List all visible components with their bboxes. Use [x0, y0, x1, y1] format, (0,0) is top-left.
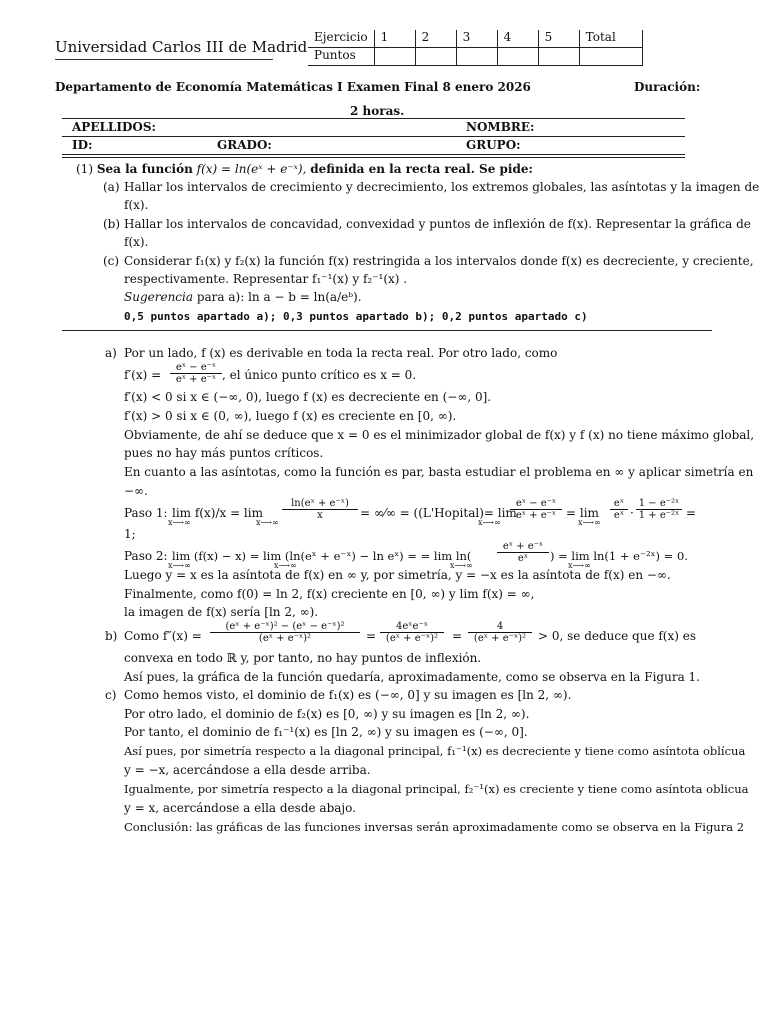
question-function: f(x) = ln(eˣ + e⁻ˣ), [196, 162, 307, 176]
fraction-num: 4 [468, 621, 532, 633]
sol-b-line: = [452, 629, 463, 643]
part-c-text: Considerar f₁(x) y f₂(x) la función f(x) restringida a los intervalos donde f(x) es decreciente, y creciente, [124, 254, 754, 268]
sol-a-line: , el único punto crítico es x = 0. [222, 368, 417, 382]
sol-b-line: > 0, se deduce que f(x) es [538, 629, 697, 643]
fraction-den: (eˣ + e⁻ˣ)² [258, 633, 312, 644]
part-c-label: (c) [103, 254, 120, 268]
paso1-text: · [630, 506, 634, 520]
paso1-text: = lim [566, 506, 599, 520]
score-cell-total [579, 48, 642, 66]
sol-a-line: pues no hay más puntos críticos. [124, 446, 324, 460]
fraction-den: (eˣ + e⁻ˣ)² [385, 633, 439, 644]
lim-subscript: x⟶∞ [168, 518, 191, 527]
sol-a-line: Obviamente, de ahí se deduce que x = 0 es el minimizador global de f(x) y f (x) no tiene máximo global, [124, 428, 755, 442]
question-number: (1) [76, 162, 93, 176]
sol-c-line: Por otro lado, el dominio de f₂(x) es [0, ∞) y su imagen es [ln 2, ∞). [124, 707, 530, 721]
fraction-den: eˣ + e⁻ˣ [175, 374, 217, 385]
score-table-header-puntos: Puntos [308, 48, 374, 66]
part-b-text: Hallar los intervalos de concavidad, convexidad y puntos de inflexión de f(x). Representar la gráfica de [124, 217, 751, 231]
fraction-num: 1 − e⁻²ˣ [636, 498, 682, 510]
fraction [510, 498, 562, 521]
paso1-text: lim f(x)/x = lim [172, 506, 263, 520]
sol-a-line: −∞. [124, 484, 148, 498]
fraction-den: eˣ [613, 510, 625, 521]
part-a-text: f(x). [124, 198, 149, 212]
paso1-text: 1; [124, 527, 136, 541]
fraction [468, 621, 532, 644]
sol-a-line: la imagen de f(x) sería [ln 2, ∞). [124, 605, 319, 619]
lim-subscript: x⟶∞ [568, 561, 591, 570]
sol-c-line: Igualmente, por simetría respecto a la diagonal principal, f₂⁻¹(x) es creciente y tiene como asíntota oblicua [124, 782, 749, 796]
paso2-text: ) = lim ln(1 + e⁻²ˣ) = 0. [550, 549, 688, 563]
sol-a-line: Luego y = x es la asíntota de f(x) en ∞ y, por simetría, y = −x es la asíntota de f(x) en −∞. [124, 568, 671, 582]
part-b-text: f(x). [124, 235, 149, 249]
divider [62, 118, 685, 119]
fraction-den: eˣ [517, 553, 529, 564]
part-a-label: (a) [103, 180, 120, 194]
score-table-header-ejercicio: Ejercicio [308, 30, 374, 48]
score-cell-4 [497, 48, 538, 66]
divider [62, 154, 685, 155]
lim-subscript: x⟶∞ [168, 561, 191, 570]
field-grupo: GRUPO: [466, 138, 521, 152]
fraction-num: eˣ − e⁻ˣ [170, 362, 222, 374]
sol-c-line: Así pues, por simetría respecto a la diagonal principal, f₁⁻¹(x) es decreciente y tiene como asíntota oblícua [124, 744, 746, 758]
part-c-text: respectivamente. Representar f₁⁻¹(x) y f₂⁻¹(x) . [124, 272, 408, 286]
university-name: Universidad Carlos III de Madrid [55, 38, 308, 56]
lim-subscript: x⟶∞ [450, 561, 473, 570]
sol-a-label: a) [105, 346, 117, 360]
sol-b-label: b) [105, 629, 118, 643]
part-b-label: (b) [103, 217, 121, 231]
fraction [170, 362, 222, 385]
exam-info: Departamento de Economía Matemáticas I Examen Final 8 enero 2026 [55, 80, 531, 94]
divider [62, 157, 685, 158]
score-table-col-5: 5 [538, 30, 579, 48]
duration-value: 2 horas. [350, 104, 405, 118]
field-grado: GRADO: [217, 138, 272, 152]
field-apellidos: APELLIDOS: [72, 120, 156, 134]
hint-text: para a): ln a − b = ln(a/eᵇ). [196, 290, 362, 304]
points-breakdown: 0,5 puntos apartado a); 0,3 puntos apartado b); 0,2 puntos apartado c) [124, 310, 588, 323]
score-cell-2 [415, 48, 456, 66]
fraction-den: eˣ + e⁻ˣ [515, 510, 557, 521]
sol-b-line: = [366, 629, 377, 643]
question-intro: Sea la función [96, 162, 193, 176]
fraction [636, 498, 682, 521]
fraction-den: 1 + e⁻²ˣ [638, 510, 680, 521]
section-rule [62, 330, 712, 331]
score-table-col-3: 3 [456, 30, 497, 48]
sol-a-line: Finalmente, como f(0) = ln 2, f(x) creciente en [0, ∞) y lim f(x) = ∞, [124, 587, 535, 601]
sol-c-line: y = −x, acercándose a ella desde arriba. [124, 763, 371, 777]
score-table-col-total: Total [579, 30, 642, 48]
question-intro-end: definida en la recta real. Se pide: [310, 162, 533, 176]
paso2-text: lim (f(x) − x) = lim (ln(eˣ + e⁻ˣ) − ln eˣ) = = lim ln( [172, 549, 472, 563]
duration-label: Duración: [634, 80, 701, 94]
score-table [308, 30, 643, 66]
lim-subscript: x⟶∞ [578, 518, 601, 527]
paso1-label: Paso 1: [124, 506, 168, 520]
sol-c-label: c) [105, 688, 117, 702]
question-statement [76, 162, 533, 176]
fraction-den: (eˣ + e⁻ˣ)² [473, 633, 527, 644]
university-underline [55, 59, 273, 60]
score-cell-5 [538, 48, 579, 66]
fraction-num: eˣ [610, 498, 628, 510]
score-table-col-2: 2 [415, 30, 456, 48]
sol-a-line: f′(x) < 0 si x ∈ (−∞, 0), luego f (x) es decreciente en (−∞, 0]. [124, 390, 492, 404]
lim-subscript: x⟶∞ [256, 518, 279, 527]
field-nombre: NOMBRE: [466, 120, 535, 134]
fraction [210, 621, 360, 644]
hint-label: Sugerencia [124, 290, 194, 304]
lim-subscript: x⟶∞ [478, 518, 501, 527]
sol-a-line: Por un lado, f (x) es derivable en toda la recta real. Por otro lado, como [124, 346, 558, 360]
sol-c-line: y = x, acercándose a ella desde abajo. [124, 801, 356, 815]
fraction [282, 498, 358, 521]
paso1-text: = [686, 506, 697, 520]
sol-a-line: f′(x) = [124, 368, 162, 382]
lim-subscript: x⟶∞ [274, 561, 297, 570]
sol-b-line: Así pues, la gráfica de la función quedaría, aproximadamente, como se observa en la Figura 1. [124, 670, 700, 684]
sol-a-line: f′(x) > 0 si x ∈ (0, ∞), luego f (x) es creciente en [0, ∞). [124, 409, 457, 423]
part-a-text: Hallar los intervalos de crecimiento y decrecimiento, los extremos globales, las asíntotas y la imagen de [124, 180, 760, 194]
score-table-col-4: 4 [497, 30, 538, 48]
sol-c-line: Conclusión: las gráficas de las funciones inversas serán aproximadamente como se observa en la Figura 2 [124, 820, 745, 834]
score-table-col-1: 1 [374, 30, 415, 48]
fraction-num: ln(eˣ + e⁻ˣ) [282, 498, 358, 510]
sol-b-line: convexa en todo ℝ y, por tanto, no hay puntos de inflexión. [124, 651, 482, 665]
sol-c-line: Por tanto, el dominio de f₁⁻¹(x) es [ln 2, ∞) y su imagen es (−∞, 0]. [124, 725, 528, 739]
hint [124, 290, 362, 304]
fraction [380, 621, 444, 644]
sol-b-line: Como f″(x) = [124, 629, 202, 643]
paso1-text: = ∞⁄∞ = ((L'Hopital)= lim [360, 506, 517, 520]
sol-c-line: Como hemos visto, el dominio de f₁(x) es (−∞, 0] y su imagen es [ln 2, ∞). [124, 688, 572, 702]
fraction-num: eˣ − e⁻ˣ [510, 498, 562, 510]
fraction [610, 498, 628, 521]
fraction-den: x [317, 510, 323, 521]
score-cell-1 [374, 48, 415, 66]
paso2-label: Paso 2: [124, 549, 168, 563]
fraction-num: (eˣ + e⁻ˣ)² − (eˣ − e⁻ˣ)² [210, 621, 360, 633]
fraction-num: 4eˣe⁻ˣ [380, 621, 444, 633]
divider [62, 136, 685, 137]
field-id: ID: [72, 138, 93, 152]
fraction-num: eˣ + e⁻ˣ [497, 541, 549, 553]
fraction [497, 541, 549, 564]
sol-a-line: En cuanto a las asíntotas, como la función es par, basta estudiar el problema en ∞ y aplicar simetría en [124, 465, 754, 479]
score-cell-3 [456, 48, 497, 66]
